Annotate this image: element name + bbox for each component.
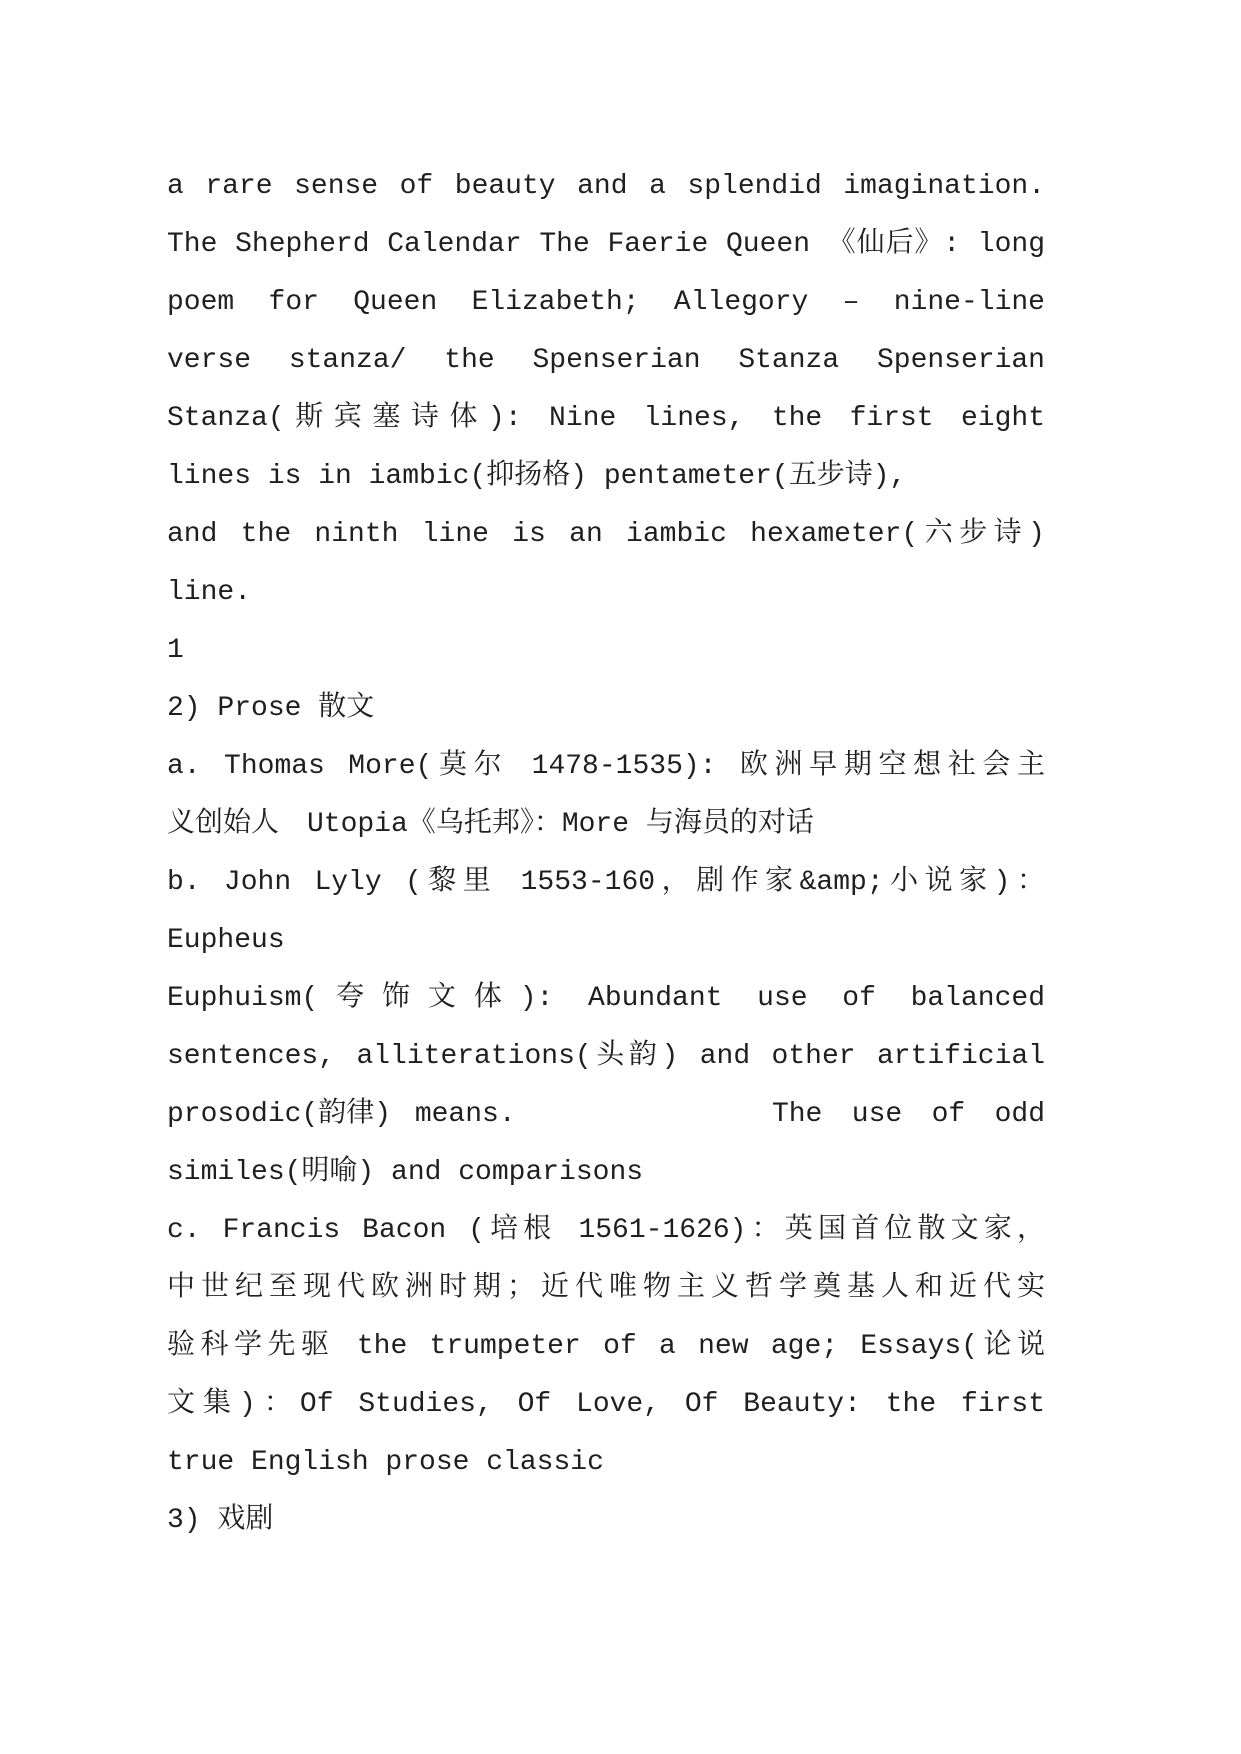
document-line: b. John Lyly (黎里 1553-160，剧作家&amp;小说家)：	[167, 867, 1045, 898]
document-line: The Shepherd Calendar The Faerie Queen 《仙后》: long	[167, 229, 1045, 260]
document-line: Euphuism(夸饰文体): Abundant use of balanced	[167, 983, 1045, 1014]
document-line: 中世纪至现代欧洲时期；近代唯物主义哲学奠基人和近代实	[167, 1273, 1045, 1304]
text-block	[167, 158, 1045, 1550]
document-line: poem for Queen Elizabeth; Allegory – nine-line	[167, 287, 1045, 318]
document-line: 文集)：Of Studies, Of Love, Of Beauty: the first	[167, 1389, 1045, 1420]
document-line: a. Thomas More(莫尔 1478-1535): 欧洲早期空想社会主	[167, 751, 1045, 782]
document-line	[167, 1086, 1045, 1144]
document-line: sentences, alliterations(头韵) and other artificial	[167, 1041, 1045, 1072]
document-line: similes(明喻) and comparisons	[167, 1157, 644, 1188]
document-line: 义创始人 Utopia《乌托邦》：More 与海员的对话	[167, 809, 814, 840]
document-line: Eupheus	[167, 925, 285, 956]
line-segment-right: The use of odd	[771, 1099, 1045, 1130]
line-segment-left: prosodic(韵律) means.	[167, 1099, 516, 1130]
document-line: verse stanza/ the Spenserian Stanza Spenserian	[167, 345, 1045, 376]
document-line: a rare sense of beauty and a splendid imagination.	[167, 171, 1045, 202]
document-line: line.	[167, 577, 252, 608]
document-line: 3) 戏剧	[167, 1505, 274, 1536]
document-line: lines is in iambic(抑扬格) pentameter(五步诗),	[167, 461, 907, 492]
document-line: and the ninth line is an iambic hexameter(六步诗)	[167, 519, 1045, 550]
document-line: 2) Prose 散文	[167, 693, 375, 724]
document-line: Stanza(斯宾塞诗体): Nine lines, the first eight	[167, 403, 1045, 434]
document-line: true English prose classic	[167, 1447, 604, 1478]
document-line: c. Francis Bacon (培根 1561-1626)：英国首位散文家，	[167, 1215, 1045, 1246]
document-line: 1	[167, 635, 184, 666]
document-line: 验科学先驱 the trumpeter of a new age; Essays(论说	[167, 1331, 1045, 1362]
